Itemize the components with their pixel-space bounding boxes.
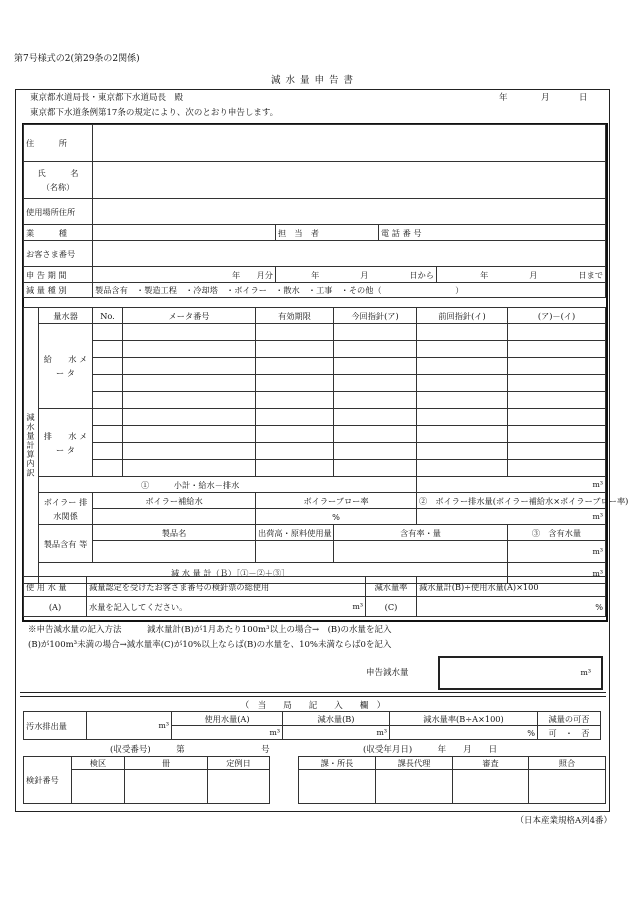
col-header-meter: 量水器 [39,308,93,324]
boiler-supply-field[interactable] [93,509,256,525]
usage-sub: (A) [24,597,87,617]
date-day: 日 [579,93,588,103]
table-cell[interactable] [417,358,508,375]
usage-label: 使 用 水 量 [24,577,87,597]
table-cell[interactable] [256,460,334,477]
table-cell[interactable] [93,375,123,392]
table-cell[interactable] [123,426,256,443]
subtotal-field[interactable]: m³ [417,477,606,493]
stamp-check-field[interactable] [529,770,606,804]
col-header-meter-number: メータ番号 [123,308,256,324]
approval-field[interactable]: 可 ・ 否 [538,726,601,740]
col-header-current-reading: 今回指針(ア) [334,308,417,324]
usage-note-1: 減量認定を受けたお客さま番号の検針票の総使用 [87,577,366,597]
content-rate-field[interactable] [334,541,508,563]
business-label: 業 種 [24,225,93,241]
customer-no-label: お客さま番号 [24,241,93,267]
stamp-col-check: 照合 [529,757,606,770]
meter-book-field[interactable] [125,770,208,804]
table-cell[interactable] [123,409,256,426]
table-cell[interactable] [334,460,417,477]
table-cell[interactable] [508,341,606,358]
content-water-field[interactable]: m³ [508,541,606,563]
table-cell[interactable] [334,341,417,358]
date-month: 月 [541,93,550,103]
office-reduction-field[interactable]: m³ [283,726,390,740]
product-name-field[interactable] [93,541,256,563]
table-cell[interactable] [508,426,606,443]
table-cell[interactable] [334,443,417,460]
rate-field[interactable]: % [417,597,606,617]
table-cell[interactable] [123,324,256,341]
col-header-previous-reading: 前回指針(イ) [417,308,508,324]
site-address-label: 使用場所住所 [24,199,93,225]
phone-cell[interactable] [379,225,606,241]
table-cell[interactable] [334,358,417,375]
table-cell[interactable] [256,392,334,409]
date-year: 年 [499,93,508,103]
col-header-difference: (ア)－(イ) [508,308,606,324]
form-title: 減 水 量 申 告 書 [270,75,355,86]
addressee: 東京都水道局長・東京都下水道局長 殿 [30,93,184,103]
table-cell[interactable] [508,358,606,375]
table-cell[interactable] [93,409,123,426]
receipt-date: (収受年月日) 年 月 日 [363,745,498,755]
table-cell[interactable] [334,426,417,443]
period-label: 申 告 期 間 [24,267,93,283]
col-header-no: No. [93,308,123,324]
shipment-field[interactable] [256,541,334,563]
stamp-deputy-field[interactable] [376,770,453,804]
declared-label: 申告減水量 [366,668,409,678]
person-label: 担 当 者 [276,225,379,241]
table-cell[interactable] [508,460,606,477]
rate-formula: 減水量計(B)÷使用水量(A)×100 [417,577,606,597]
table-cell[interactable] [417,460,508,477]
table-cell[interactable] [256,324,334,341]
table-cell[interactable] [93,341,123,358]
sewage-label: 汚水排出量 [24,712,87,740]
breakdown-table [23,307,629,584]
col-header-expiry: 有効期限 [256,308,334,324]
office-rate-field[interactable]: % [390,726,538,740]
table-cell[interactable] [417,426,508,443]
boiler-drain-field[interactable]: m³ [417,509,606,525]
usage-note-2: 水量を記入してください。 [89,601,188,612]
rate-sub: (C) [366,597,417,617]
instruction-line-1: ※申告減水量の記入方法 減水量計(B)が1月あたり100m³以上の場合→ (B)の水量を記入 [28,625,392,635]
table-cell[interactable] [417,392,508,409]
table-cell[interactable] [123,341,256,358]
boiler-label: ボイラー 排水関係 [39,493,93,525]
meter-col-district: 検区 [72,757,125,770]
content-water-label: ③ 含有水量 [508,525,606,541]
office-col-rate: 減水量率(B÷A×100) [390,712,538,726]
table-cell[interactable] [417,341,508,358]
reduction-options[interactable]: 製品含有 ・製造工程 ・冷却塔 ・ボイラー ・散水 ・工事 ・その他（ ） [93,283,606,298]
approval-stamp-table [298,756,606,804]
phone-label: 電 話 番 号 [381,227,422,238]
supply-meter-label: 給 水 メ ー タ [39,324,93,409]
office-col-approval: 減量の可否 [538,712,601,726]
table-cell[interactable] [417,443,508,460]
address-field[interactable] [93,125,606,162]
usage-table [23,576,606,617]
office-col-usage: 使用水量(A) [172,712,283,726]
table-cell[interactable] [508,392,606,409]
meter-col-book: 冊 [125,757,208,770]
table-cell[interactable] [508,324,606,341]
table-cell[interactable] [93,358,123,375]
office-header: （ 当 局 記 入 欄 ） [240,701,386,711]
table-cell[interactable] [256,426,334,443]
product-label: 製品含有 等 [39,525,93,563]
table-cell[interactable] [93,392,123,409]
period-month[interactable]: 年 月分 [93,267,276,283]
breakdown-side-label: 減水量計算内訳 [24,308,39,584]
table-cell[interactable] [93,460,123,477]
business-field[interactable] [93,225,276,241]
table-cell[interactable] [123,443,256,460]
instruction-line-2: (B)が100m³未満の場合→減水量率(C)が10%以上ならば(B)の水量を、10%未満ならば0を記入 [28,640,392,650]
office-table [23,711,601,740]
table-cell[interactable] [334,375,417,392]
drain-meter-label: 排 水 メ ー タ [39,409,93,477]
meter-number-label: 検針番号 [24,757,72,804]
table-cell[interactable] [93,324,123,341]
footer-standard: （日本産業規格A列4番） [515,816,612,826]
table-cell[interactable] [256,341,334,358]
form-reference: 第7号様式の2(第29条の2関係) [14,54,140,64]
table-cell[interactable] [417,324,508,341]
meter-col-day: 定例日 [208,757,270,770]
table-cell[interactable] [256,443,334,460]
total-label: 減 水 量 計（Ｂ）［①－②＋③］ [39,563,508,584]
content-rate-label: 含有率・量 [334,525,508,541]
table-cell[interactable] [123,392,256,409]
section-divider [20,692,606,697]
customer-no-field[interactable] [93,241,606,267]
table-cell[interactable] [123,460,256,477]
boiler-blow-field[interactable]: % [256,509,417,525]
declared-field[interactable]: m³ [438,656,603,690]
total-field[interactable]: m³ [508,563,606,584]
site-address-field[interactable] [93,199,606,225]
table-cell[interactable] [334,324,417,341]
table-cell[interactable] [256,375,334,392]
table-cell[interactable] [123,358,256,375]
stamp-col-chief: 課・所長 [299,757,376,770]
stamp-col-deputy: 課長代理 [376,757,453,770]
stamp-col-review: 審査 [453,757,529,770]
table-cell[interactable] [508,375,606,392]
table-cell[interactable] [508,443,606,460]
meter-district-field[interactable] [72,770,125,804]
meter-number-table [23,756,270,804]
table-cell[interactable] [256,409,334,426]
boiler-supply-label: ボイラー補給水 [93,493,256,509]
period-from[interactable]: 年 月 日から [276,267,437,283]
boiler-drain-label: ② ボイラー排水量(ボイラー補給水×ボイラーブロー率) [417,493,606,509]
stamp-review-field[interactable] [453,770,529,804]
subtotal-label: ① 小計・給水－排水 [39,477,417,493]
receipt-number: (収受番号) 第 号 [110,745,270,755]
table-cell[interactable] [93,443,123,460]
stamp-chief-field[interactable] [299,770,376,804]
name-field[interactable] [93,162,606,199]
shipment-label: 出荷高・原料使用量 [256,525,334,541]
table-cell[interactable] [334,409,417,426]
office-col-reduction: 減水量(B) [283,712,390,726]
reduction-type-label: 減 量 種 別 [24,283,93,298]
table-cell[interactable] [123,375,256,392]
address-label: 住 所 [24,125,93,162]
office-usage-field[interactable]: m³ [172,726,283,740]
intro-text: 東京都下水道条例第17条の規定により、次のとおり申告します。 [30,108,279,118]
boiler-blow-label: ボイラーブロー率 [256,493,417,509]
applicant-table [23,124,606,298]
name-label: 氏 名 （名称） [24,162,93,199]
rate-label: 減水量率 [366,577,417,597]
period-to[interactable]: 年 月 日まで [437,267,606,283]
table-cell[interactable] [417,375,508,392]
table-cell[interactable] [417,409,508,426]
table-cell[interactable] [93,426,123,443]
product-name-label: 製品名 [93,525,256,541]
sewage-field[interactable]: m³ [87,712,172,740]
table-cell[interactable] [334,392,417,409]
meter-day-field[interactable] [208,770,270,804]
usage-field[interactable]: 水量を記入してください。 m³ [87,597,366,617]
table-cell[interactable] [508,409,606,426]
table-cell[interactable] [256,358,334,375]
